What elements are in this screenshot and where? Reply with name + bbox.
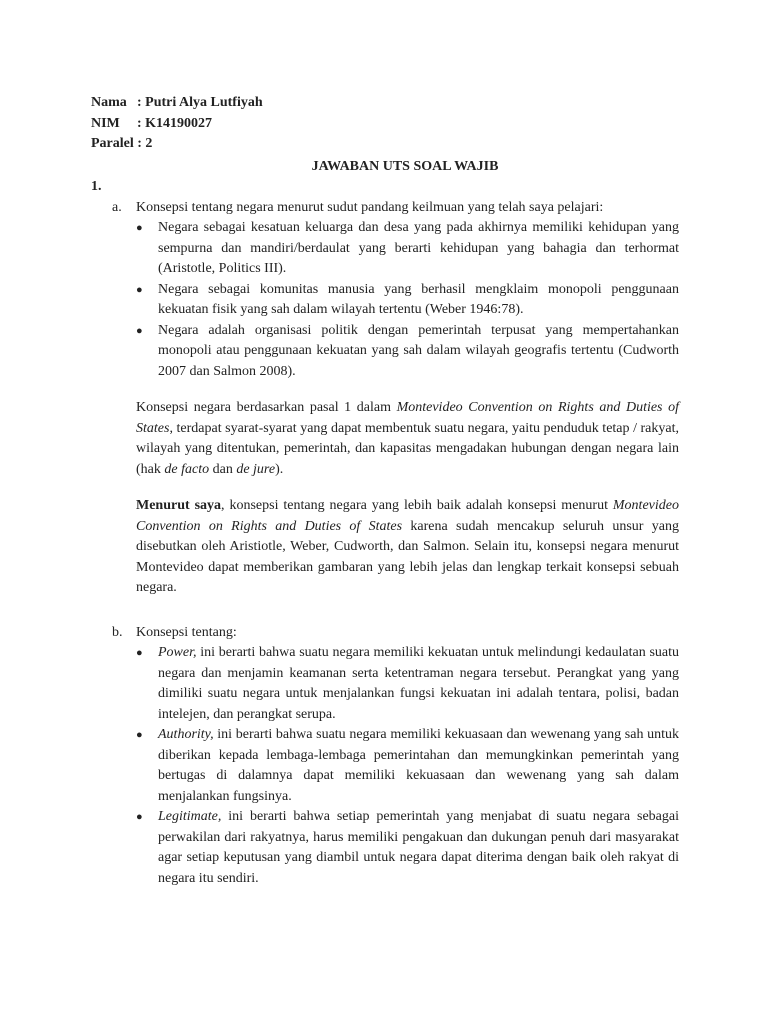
name-value: : Putri Alya Lutfiyah bbox=[137, 95, 263, 110]
list-item-term: Power, bbox=[158, 645, 197, 660]
paragraph-text: , terdapat syarat-syarat yang dapat membentuk suatu negara, yaitu penduduk tetap / rakyat, wilayah yang ditentukan, pemerintah, dan kapasitas mengadakan hubungan dengan negara lain (hak bbox=[136, 420, 679, 477]
paragraph-text: Konsepsi negara berdasarkan pasal 1 dalam bbox=[136, 400, 397, 415]
name-label: Nama bbox=[91, 95, 127, 110]
list-item bbox=[136, 807, 679, 889]
list-item-term: Legitimate, bbox=[158, 809, 222, 824]
part-b-bullet-list bbox=[136, 643, 679, 889]
list-item-text: ini berarti bahwa setiap pemerintah yang menjabat di suatu negara sebagai perwakilan dari rakyatnya, harus memiliki pengakuan dan dukungan penuh dari masyarakat agar setiap keputusan yang diambil untuk negara dapat diterima dengan baik oleh rakyat di negara itu sendiri. bbox=[158, 809, 679, 886]
list-item bbox=[136, 280, 679, 321]
paragraph-italic: Montevideo Convention on Rights and Duties of States bbox=[136, 400, 679, 436]
page-title: JAWABAN UTS SOAL WAJIB bbox=[311, 158, 499, 174]
bullet-icon: ● bbox=[136, 324, 143, 337]
paragraph-bold: Menurut saya bbox=[136, 498, 222, 513]
part-a-bullet-list bbox=[136, 218, 679, 382]
list-item bbox=[136, 725, 679, 807]
question-number: 1. bbox=[91, 179, 102, 194]
paralel-line: Paralel : 2 bbox=[91, 136, 153, 151]
paragraph-text: ). bbox=[275, 461, 284, 477]
nim-row bbox=[91, 114, 679, 135]
nim-value: : K14190027 bbox=[137, 115, 213, 131]
paragraph-text: karena sudah mencakup seluruh unsur yang disebutkan oleh Aristiotle, Weber, Cudworth, dan Salmon. Selain itu, konsepsi negara menurut Montevideo dapat memberikan gambaran yang lebih jelas dan lengkap terkait konsepsi sebuah negara. bbox=[136, 518, 679, 595]
list-item bbox=[136, 218, 679, 280]
paragraph-italic: Montevideo Convention on Rights and Duties of States bbox=[136, 498, 679, 534]
paragraph-text: dan bbox=[209, 461, 237, 477]
list-item bbox=[136, 643, 679, 725]
paragraph-text: , konsepsi tentang negara yang lebih baik adalah konsepsi menurut bbox=[221, 498, 613, 513]
bullet-icon: ● bbox=[136, 222, 143, 234]
nim-label: NIM bbox=[91, 115, 120, 131]
paragraph-italic: de jure bbox=[236, 461, 276, 477]
list-item-term: Authority, bbox=[158, 727, 214, 742]
list-item-text: ini berarti bahwa suatu negara memiliki kekuatan untuk melindungi kedaulatan suatu negara dan menjamin keamanan serta ketentraman negara tersebut. Perangkat yang yang dimiliki suatu negara untuk menjalankan fungsi kekuatan ini adalah tentara, polisi, badan intelejen, dan perangkat serupa. bbox=[158, 645, 679, 722]
bullet-icon: ● bbox=[136, 729, 143, 741]
part-a-label: a. bbox=[112, 199, 122, 215]
list-item bbox=[136, 321, 679, 383]
part-a bbox=[91, 198, 679, 599]
opinion-paragraph bbox=[136, 496, 679, 599]
part-b bbox=[91, 623, 679, 890]
document-content bbox=[91, 93, 679, 889]
part-b-label: b. bbox=[112, 624, 123, 640]
list-item-text: ini berarti bahwa suatu negara memiliki kekuasaan dan wewenang yang sah untuk diberikan kepada lembaga-lembaga pemerintahan dan memungkinkan pemerintah yang bertugas di dalamnya dapat memiliki kekuasaan dan wewenang yang sah dalam menjalankan fungsinya. bbox=[158, 727, 679, 804]
list-item-text: Negara sebagai kesatuan keluarga dan desa yang pada akhirnya memiliki kehidupan yang sempurna dan mandiri/berdaulat yang berarti kehidupan yang bahagia dan terhormat (Aristotle, Politics III). bbox=[158, 220, 679, 276]
part-b-intro: Konsepsi tentang: bbox=[136, 624, 237, 640]
bullet-icon: ● bbox=[136, 283, 143, 296]
name-row bbox=[91, 93, 679, 114]
part-a-intro: Konsepsi tentang negara menurut sudut pandang keilmuan yang telah saya pelajari: bbox=[136, 199, 604, 215]
bullet-icon: ● bbox=[136, 647, 143, 659]
paragraph-italic: de facto bbox=[164, 461, 210, 477]
bullet-icon: ● bbox=[136, 811, 143, 823]
montevideo-paragraph bbox=[136, 398, 679, 480]
list-item-text: Negara sebagai komunitas manusia yang berhasil mengklaim monopoli penggunaan kekuatan fisik yang sah dalam wilayah tertentu (Weber 1946:78). bbox=[158, 281, 679, 317]
list-item-text: Negara adalah organisasi politik dengan pemerintah terpusat yang mempertahankan monopoli atau penggunaan kekuatan yang sah dalam wilayah geografis tertentu (Cudworth 2007 dan Salmon 2008). bbox=[158, 322, 679, 379]
